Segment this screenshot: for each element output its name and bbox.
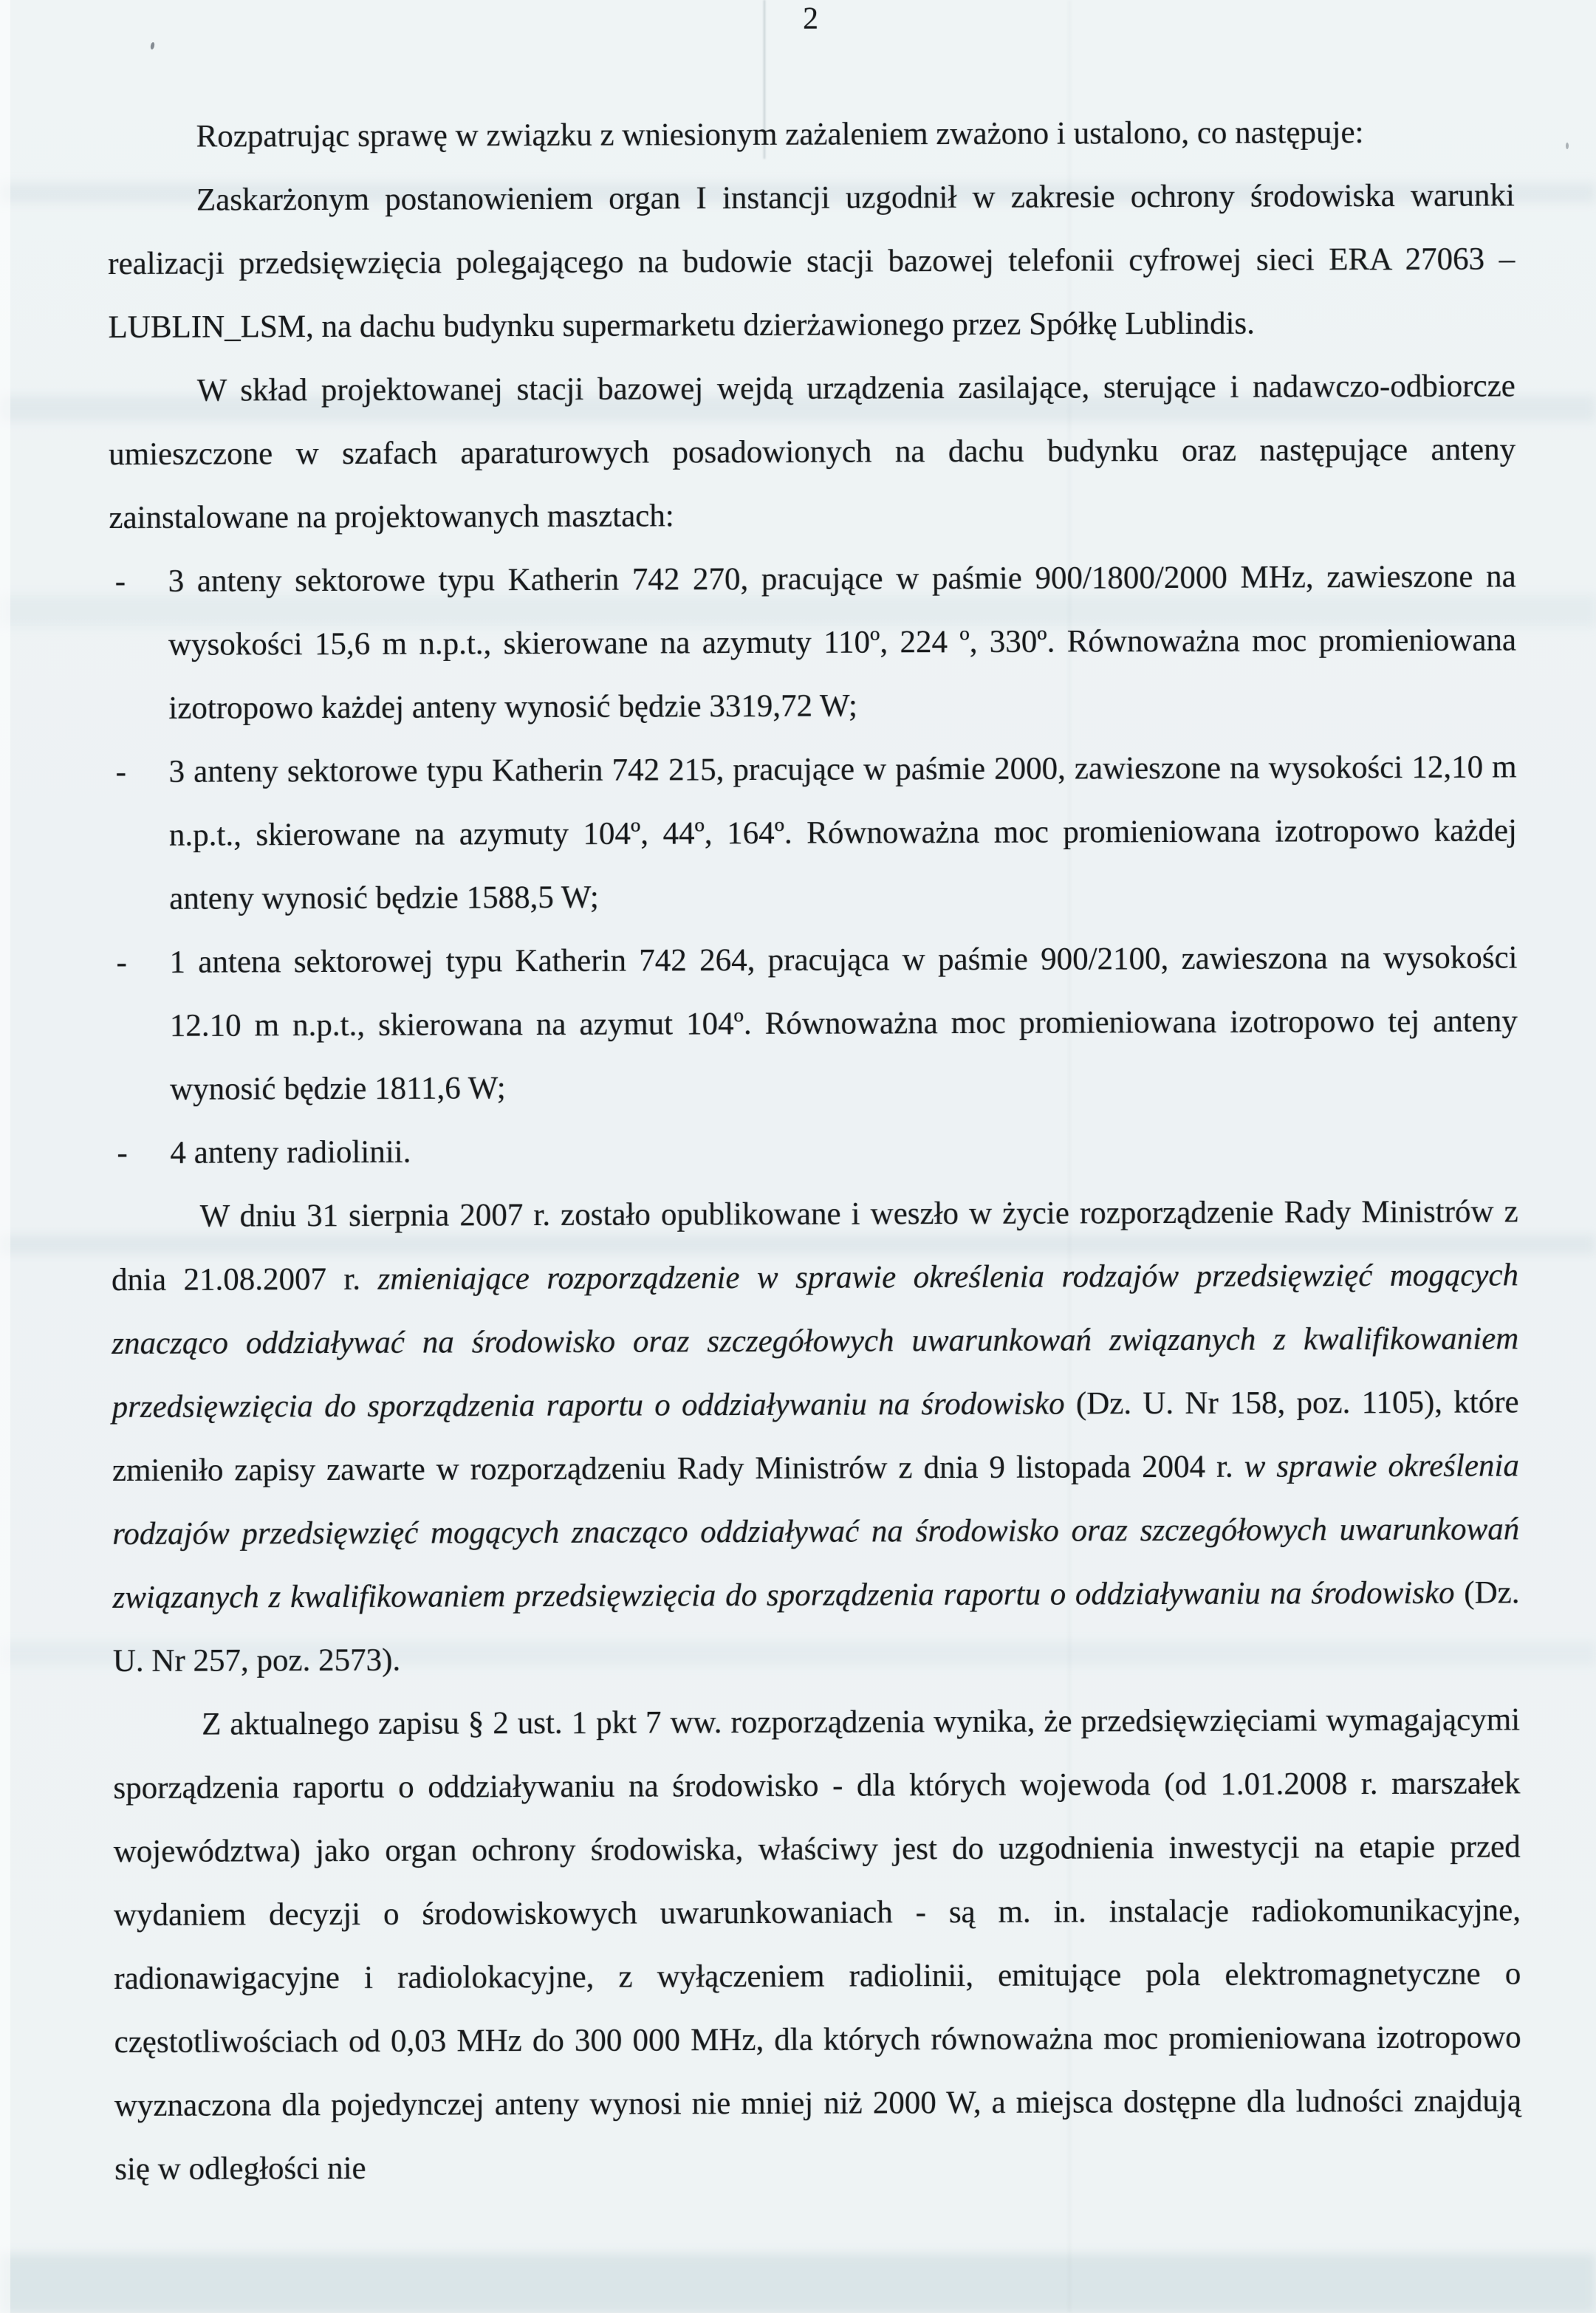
antenna-list — [109, 545, 1518, 1185]
list-item-text: 3 anteny sektorowe typu Katherin 742 215, pracujące w paśmie 2000, zawieszone na wysokości 12,10 m n.p.t., skierowane na azymuty 104º, 44º, 164º. Równoważna moc promieniowana izotropowo każdej anteny wynosić będzie 1588,5 W; — [168, 750, 1518, 916]
list-dash-marker: - — [116, 945, 127, 980]
scan-artifact — [0, 2254, 1596, 2313]
scan-speck — [1566, 143, 1569, 149]
paragraph-text: Zaskarżonym postanowieniem organ I instancji uzgodnił w zakresie ochrony środowiska warunki realizacji przedsięwzięcia polegającego na budowie stacji bazowej telefonii cyfrowej sieci ERA 27063 – LUBLIN_LSM, na dachu budynku supermarketu dzierżawionego przez Spółkę Lublindis. — [108, 178, 1515, 345]
page-content — [107, 0, 1521, 2201]
paragraph-text: (Dz. U. Nr 257, poz. 2573). — [112, 1575, 1520, 1679]
list-dash-marker: - — [115, 754, 127, 789]
paragraph-station-equipment — [109, 354, 1516, 550]
paragraph-text: Rozpatrując sprawę w związku z wniesionym zażaleniem zważono i ustalono, co następuje: — [196, 115, 1364, 154]
list-item-text: 3 anteny sektorowe typu Katherin 742 270, pracujące w paśmie 900/1800/2000 MHz, zawieszone na wysokości 15,6 m n.p.t., skierowane na azymuty 110º, 224 º, 330º. Równoważna moc promieniowana izotropowo każdej anteny wynosić będzie 3319,72 W; — [168, 559, 1517, 726]
paragraph-text: Z aktualnego zapisu § 2 ust. 1 pkt 7 ww. rozporządzenia wynika, że przedsięwzięciami wymagającymi sporządzenia raportu o oddziaływaniu na środowisko - dla których wojewoda (od 1.01.2008 r. marszałek województwa) jako organ ochrony środowiska, właściwy jest do uzgodnienia inwestycji na etapie przed wydaniem decyzji o środowiskowych uwarunkowaniach - są m. in. instalacje radiokomunikacyjne, radionawigacyjne i radiolokacyjne, z wyłączeniem radiolinii, emitujące pola elektromagnetyczne o częstotliwościach od 0,03 MHz do 300 000 MHz, dla których równoważna moc promieniowana izotropowo wyznaczona dla pojedynczej anteny wynosi nie mniej niż 2000 W, a miejsca dostępne dla ludności znajdują się w odległości nie — [113, 1702, 1522, 2187]
document-body — [107, 100, 1521, 2201]
list-item-sector-antennas-742-270 — [109, 545, 1517, 741]
paragraph-text: W skład projektowanej stacji bazowej wejdą urządzenia zasilające, sterujące i nadawczo-odbiorcze umieszczone w szafach aparaturowych posadowionych na dachu budynku oraz następujące anteny zainstalowane na projektowanych masztach: — [109, 369, 1516, 535]
paragraph-current-provision — [113, 1688, 1521, 2201]
list-dash-marker: - — [114, 563, 126, 599]
list-item-sector-antennas-742-215 — [109, 736, 1517, 931]
paragraph-text: W dniu 31 sierpnia 2007 r. zostało opublikowane i weszło w życie rozporządzenie Rady Ministrów z dnia 21.08.2007 r. — [111, 1194, 1518, 1298]
paragraph-contested-decision — [108, 164, 1515, 360]
scan-edge-highlight — [0, 0, 10, 2313]
paragraph-regulation-2007 — [112, 1180, 1520, 1693]
regulation-title-2007-italic: zmieniające rozporządzenie w sprawie określenia rodzajów przedsięwzięć mogących znacząco oddziaływać na środowisko oraz szczegółowych uwarunkowań związanych z kwalifikowaniem przedsięwzięcia do sporządzenia raportu o oddziaływaniu na środowisko — [112, 1258, 1519, 1425]
list-item-radio-link-antennas — [111, 1117, 1518, 1185]
paragraph-text: (Dz. U. Nr 158, poz. 1105), które zmieniło zapisy zawarte w rozporządzeniu Rady Ministrów z dnia 9 listopada 2004 r. — [112, 1385, 1519, 1488]
list-item-sector-antenna-742-264 — [110, 926, 1518, 1122]
list-item-text: 1 antena sektorowej typu Katherin 742 264, pracująca w paśmie 900/2100, zawieszona na wysokości 12.10 m n.p.t., skierowana na azymut 104º. Równoważna moc promieniowana izotropowo tej anteny wynosić będzie 1811,6 W; — [169, 940, 1518, 1107]
regulation-title-2004-italic: w sprawie określenia rodzajów przedsięwzięć mogących znacząco oddziaływać na środowisko oraz szczegółowych uwarunkowań związanych z kwalifikowaniem przedsięwzięcia do sporządzenia raportu o oddziaływaniu na środowisko — [112, 1448, 1520, 1615]
page-number: 2 — [802, 1, 819, 36]
paragraph-intro — [107, 100, 1514, 169]
list-item-text: 4 anteny radiolinii. — [170, 1134, 411, 1171]
list-dash-marker: - — [117, 1135, 128, 1171]
